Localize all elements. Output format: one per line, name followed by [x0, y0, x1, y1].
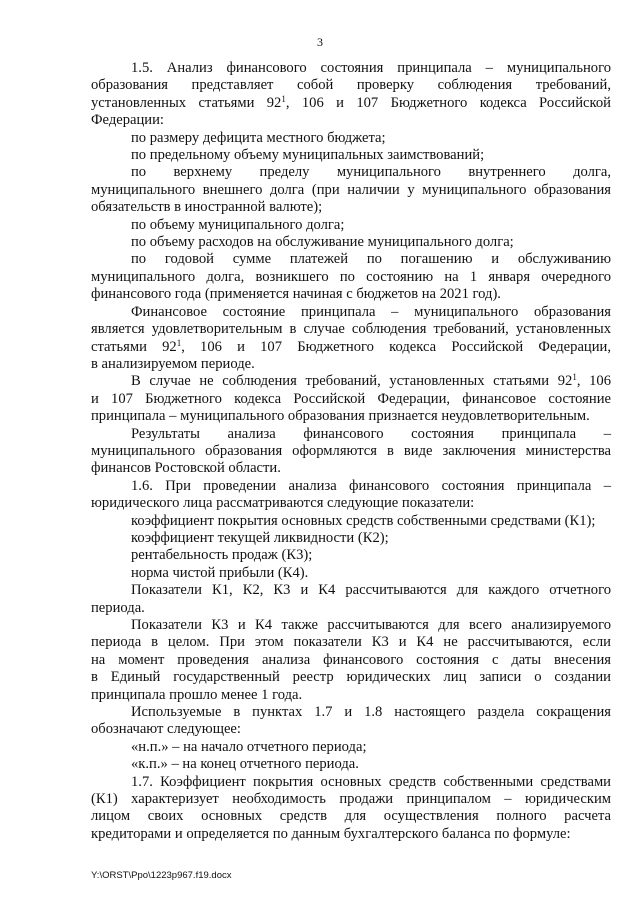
text-line: муниципального внешнего долга (при наличии у муниципального образования	[91, 181, 611, 198]
list-item: «к.п.» – на конец отчетного периода.	[131, 756, 359, 773]
paragraph-non-compliance	[91, 373, 611, 425]
text-line: Федерации:	[91, 112, 164, 129]
text-line: юридического лица рассматриваются следующие показатели:	[91, 495, 475, 512]
text-line	[91, 339, 611, 356]
list-item: по размеру дефицита местного бюджета;	[131, 129, 386, 146]
paragraph-k3-k4	[91, 617, 611, 704]
text-line: муниципального долга, возникшего по состоянию на 1 января очередного	[91, 268, 611, 285]
superscript: 1	[176, 337, 182, 348]
paragraph-abbreviations	[91, 704, 611, 739]
text-line: (К1) характеризует необходимость продажи принципалом – юридическим	[91, 791, 611, 808]
list-item: норма чистой прибыли (К4).	[131, 564, 309, 581]
paragraph-1-7	[91, 774, 611, 844]
text-line: Результаты анализа финансового состояния принципала –	[131, 425, 611, 442]
list-item: «н.п.» – на начало отчетного периода;	[131, 738, 367, 755]
text-line: Используемые в пунктах 1.7 и 1.8 настоящего раздела сокращения	[131, 704, 611, 721]
text-line: кредиторами и определяется по данным бухгалтерского баланса по формуле:	[91, 825, 571, 842]
page-number: 3	[317, 35, 323, 49]
text-line: 1.6. При проведении анализа финансового состояния принципала –	[131, 477, 611, 494]
text-line: периода в целом. При этом показатели К3 и К4 не рассчитываются, если	[91, 634, 611, 651]
text-line: принципала прошло менее 1 года.	[91, 686, 303, 703]
document-body	[91, 60, 611, 843]
text-line: обозначают следующее:	[91, 721, 241, 738]
superscript: 1	[572, 372, 577, 383]
text-line: 1.5. Анализ финансового состояния принципала – муниципального	[131, 60, 611, 76]
text-line: муниципального образования оформляются в виде заключения министерства	[91, 442, 611, 459]
list-item: коэффициент покрытия основных средств собственными средствами (К1);	[131, 512, 596, 529]
list-item: коэффициент текущей ликвидности (К2);	[131, 529, 389, 546]
text-line: лицом своих основных средств для осуществления полного расчета	[91, 808, 611, 825]
text-line	[91, 373, 611, 390]
text-fragment: В случае не соблюдения требований, установленных статьями 92	[131, 373, 573, 390]
paragraph-indicators	[91, 582, 611, 617]
list-item: по предельному объему муниципальных заимствований;	[131, 147, 485, 164]
text-line: по верхнему пределу муниципального внутреннего долга,	[131, 164, 611, 181]
text-fragment: установленных статьями 92	[91, 94, 282, 111]
text-line: образования представляет собой проверку соблюдения требований,	[91, 77, 611, 94]
text-line: и 107 Бюджетного кодекса Российской Федерации, финансовое состояние	[91, 390, 611, 407]
text-line: в Единый государственный реестр юридических лиц записи о создании	[91, 669, 611, 686]
paragraph-financial-state	[91, 304, 611, 374]
text-line: по годовой сумме платежей по погашению и обслуживанию	[131, 251, 611, 268]
text-line: Показатели К1, К2, К3 и К4 рассчитываются для каждого отчетного	[131, 582, 611, 599]
text-line: является удовлетворительным в случае соблюдения требований, установленных	[91, 321, 611, 338]
list-item	[91, 251, 611, 303]
text-line: финансового года (применяется начиная с бюджетов на 2021 год).	[91, 286, 501, 303]
paragraph-1-6	[91, 478, 611, 513]
text-line: принципала – муниципального образования признается неудовлетворительным.	[91, 408, 590, 425]
text-line: на момент проведения анализа финансового состояния с даты внесения	[91, 651, 611, 668]
list-item: рентабельность продаж (К3);	[131, 547, 313, 564]
list-item: по объему муниципального долга;	[131, 216, 345, 233]
superscript: 1	[281, 93, 286, 104]
text-fragment: , 106 и 107 Бюджетного кодекса Российской	[285, 94, 611, 111]
text-line: обязательств в иностранной валюте);	[91, 199, 323, 216]
list-item	[91, 164, 611, 216]
text-line: периода.	[91, 599, 145, 616]
text-line: финансов Ростовской области.	[91, 460, 281, 477]
text-line: 1.7. Коэффициент покрытия основных средств собственными средствами	[131, 773, 611, 790]
list-item: по объему расходов на обслуживание муниципального долга;	[131, 234, 514, 251]
text-line: Финансовое состояние принципала – муниципального образования	[131, 303, 611, 320]
paragraph-1-5	[91, 60, 611, 130]
file-path-footer: Y:\ORST\Ppo\1223p967.f19.docx	[91, 870, 232, 881]
paragraph-results	[91, 426, 611, 478]
text-fragment: , 106 и 107 Бюджетного кодекса Российской Федерации,	[181, 338, 612, 355]
text-line: Показатели К3 и К4 также рассчитываются для всего анализируемого	[131, 617, 611, 633]
text-fragment: , 106	[576, 373, 611, 390]
text-line	[91, 95, 611, 112]
text-fragment: статьями 92	[91, 338, 177, 355]
text-line: в анализируемом периоде.	[91, 355, 255, 372]
